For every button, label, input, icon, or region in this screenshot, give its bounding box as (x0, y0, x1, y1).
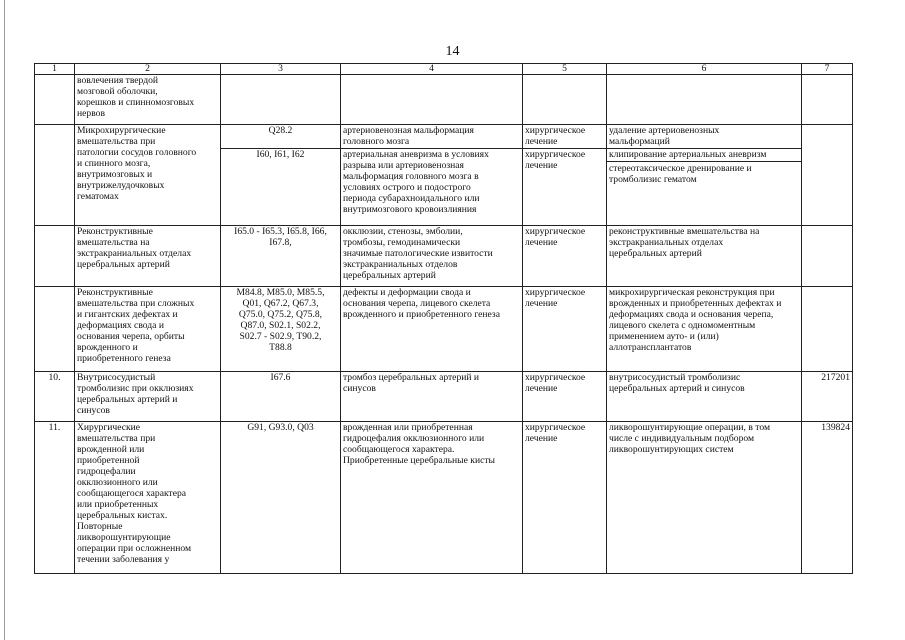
table-row (35, 125, 853, 149)
patient-model: артериальная аневризма в условиях разрыва или артериовенозная мальформация головного мозга в условиях острого и подострого периода субарахноидального или внутримозгового кровоизлияния (341, 149, 523, 226)
row-number (35, 75, 75, 125)
service-name: Микрохирургические вмешательства при патологии сосудов головного и спинного мозга, внутримозговых и внутрижелудочковых гематомах (75, 125, 221, 226)
patient-model (341, 75, 523, 125)
column-header: 3 (221, 64, 341, 75)
patient-model: окклюзии, стенозы, эмболии, тромбозы, гемодинамически значимые патологические извитости экстракраниальных отделов церебральных артерий (341, 226, 523, 287)
service-name: Хирургические вмешательства при врожденной или приобретенной гидроцефалии окклюзионного или сообщающегося характера или приобретенных церебральных кистах. Повторные ликворошунтирующие операции при осложненном течении заболевания у (75, 422, 221, 574)
column-header: 7 (802, 64, 853, 75)
patient-model: артериовенозная мальформация головного мозга (341, 125, 523, 149)
cost-value (802, 75, 853, 125)
column-header: 6 (607, 64, 802, 75)
row-number (35, 287, 75, 372)
icd-codes: I65.0 - I65.3, I65.8, I66, I67.8, (221, 226, 341, 287)
cost-value: 139824 (802, 422, 853, 574)
treatment-method: микрохирургическая реконструкция при врожденных и приобретенных дефектах и деформациях свода и основания черепа, лицевого скелета с одномоментным применением ауто- и (или) аллотрансплантатов (607, 287, 802, 372)
treatment-method-line: клипирование артериальных аневризм (609, 149, 767, 160)
cost-value (802, 287, 853, 372)
treatment-method (607, 75, 802, 125)
treatment-type: хирургическое лечение (523, 422, 607, 574)
treatment-type: хирургическое лечение (523, 287, 607, 372)
treatment-type: хирургическое лечение (523, 149, 607, 226)
treatment-method (607, 149, 802, 226)
table-header-row (35, 64, 853, 75)
treatment-method: реконструктивные вмешательства на экстракраниальных отделах церебральных артерий (607, 226, 802, 287)
icd-codes: I60, I61, I62 (221, 149, 341, 226)
service-name: Внутрисосудистый тромболизис при окклюзиях церебральных артерий и синусов (75, 372, 221, 422)
treatment-type: хирургическое лечение (523, 372, 607, 422)
service-name: вовлечения твердой мозговой оболочки, корешков и спинномозговых нервов (75, 75, 221, 125)
icd-codes (221, 75, 341, 125)
column-header: 5 (523, 64, 607, 75)
icd-codes: G91, G93.0, Q03 (221, 422, 341, 574)
treatment-type (523, 75, 607, 125)
row-number (35, 125, 75, 226)
treatment-method-line: стереотаксическое дренирование и тромболизис гематом (607, 161, 801, 185)
table-row (35, 372, 853, 422)
table-row (35, 75, 853, 125)
column-header: 2 (75, 64, 221, 75)
cost-value (802, 226, 853, 287)
icd-codes: Q28.2 (221, 125, 341, 149)
row-number (35, 226, 75, 287)
table-row (35, 226, 853, 287)
table-row (35, 422, 853, 574)
page-number: 14 (445, 44, 460, 59)
service-name: Реконструктивные вмешательства на экстракраниальных отделах церебральных артерий (75, 226, 221, 287)
row-number: 11. (35, 422, 75, 574)
page-left-edge (4, 0, 5, 640)
treatment-type: хирургическое лечение (523, 226, 607, 287)
treatment-method: внутрисосудистый тромболизис церебральных артерий и синусов (607, 372, 802, 422)
treatment-type: хирургическое лечение (523, 125, 607, 149)
services-table (34, 63, 853, 574)
row-number: 10. (35, 372, 75, 422)
table-row (35, 287, 853, 372)
icd-codes: M84.8, M85.0, M85.5, Q01, Q67.2, Q67.3, Q75.0, Q75.2, Q75.8, Q87.0, S02.1, S02.2, S02.7 - S02.9, T90.2, T88.8 (221, 287, 341, 372)
cost-value (802, 125, 853, 226)
icd-codes: I67.6 (221, 372, 341, 422)
column-header: 4 (341, 64, 523, 75)
patient-model: врожденная или приобретенная гидроцефалия окклюзионного или сообщающегося характера. Приобретенные церебральные кисты (341, 422, 523, 574)
service-name: Реконструктивные вмешательства при сложных и гигантских дефектах и деформациях свода и основания черепа, орбиты врожденного и приобретенного генеза (75, 287, 221, 372)
cost-value: 217201 (802, 372, 853, 422)
treatment-method: удаление артериовенозных мальформаций (607, 125, 802, 149)
patient-model: дефекты и деформации свода и основания черепа, лицевого скелета врожденного и приобретенного генеза (341, 287, 523, 372)
patient-model: тромбоз церебральных артерий и синусов (341, 372, 523, 422)
treatment-method: ликворошунтирующие операции, в том числе с индивидуальным подбором ликворошунтирующих систем (607, 422, 802, 574)
column-header: 1 (35, 64, 75, 75)
